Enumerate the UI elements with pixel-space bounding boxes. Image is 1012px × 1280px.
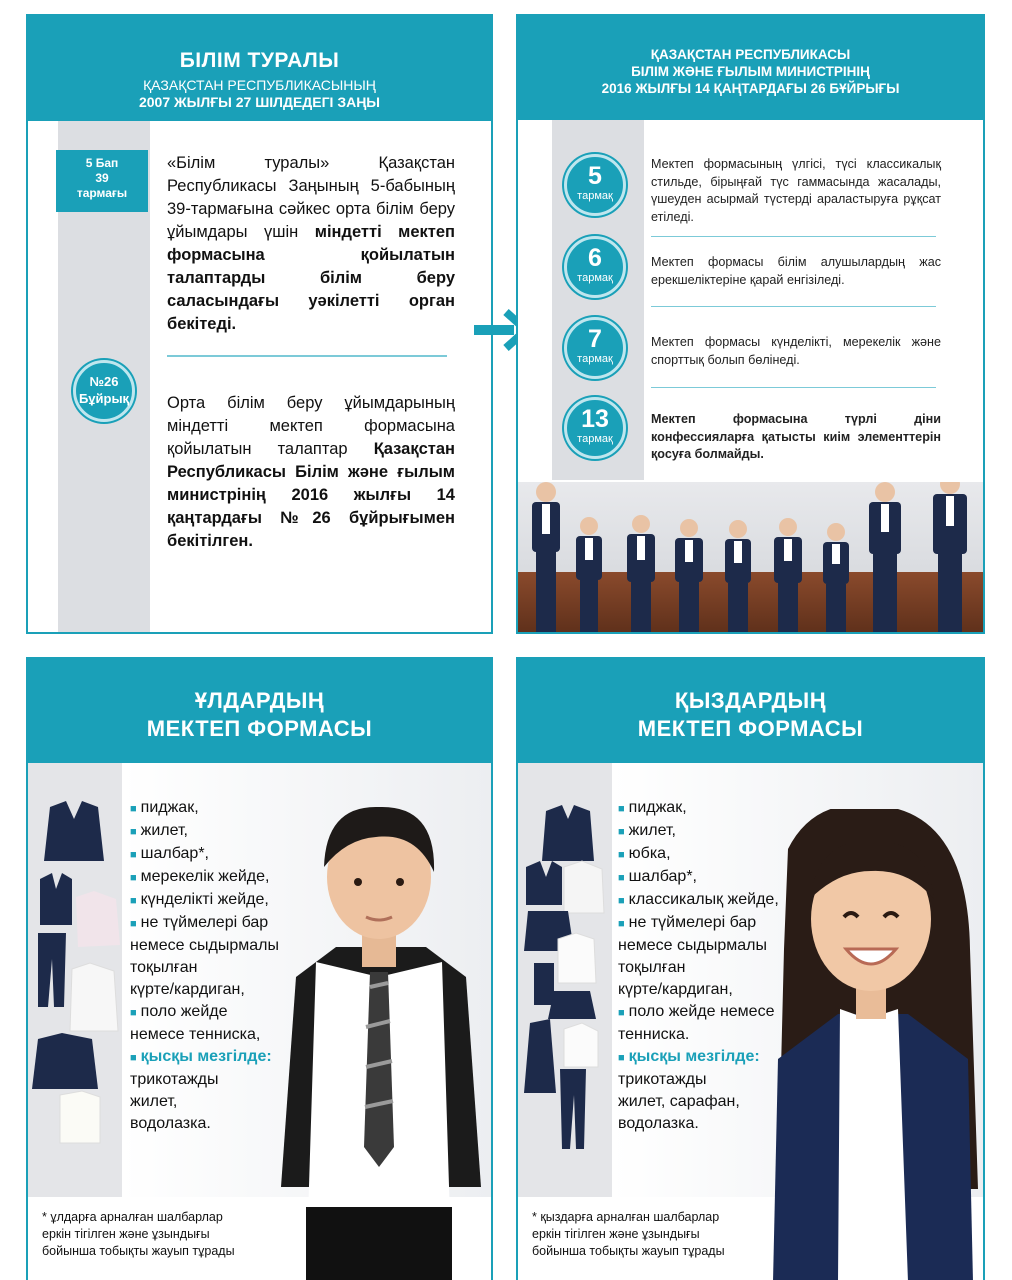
- boy-photo: [266, 787, 493, 1280]
- boys-footnote: [42, 1209, 235, 1260]
- list-item-text: трикотажды: [130, 1071, 219, 1088]
- clause-7-text: Мектеп формасы күнделікті, мерекелік және спорттық болып бөлінеді.: [651, 335, 941, 367]
- girl-photo: [758, 809, 985, 1280]
- clause-13-text: Мектеп формасына түрлі діни конфессияларға қатысты киім элементтерін қосуға болмайды.: [651, 412, 941, 461]
- footnote-line: бойынша тобықты жауып тұрады: [42, 1244, 235, 1258]
- list-item-text: шалбар*,: [140, 845, 209, 862]
- clause-13-badge: [564, 397, 626, 459]
- order-header: [518, 16, 983, 120]
- boys-title-1: ҰЛДАРДЫҢ: [194, 688, 325, 713]
- article-tag: [56, 150, 148, 212]
- winter-label: қысқы мезгілде:: [628, 1048, 760, 1065]
- law-paragraph-1: [167, 152, 455, 336]
- list-item-text: шалбар*,: [628, 868, 697, 885]
- list-item-text: юбка,: [628, 845, 671, 862]
- list-item-text: пиджак,: [140, 799, 199, 816]
- list-item: ■ поло жейде: [130, 1003, 228, 1020]
- order-badge: [73, 360, 135, 422]
- list-item-text: пиджак,: [628, 799, 687, 816]
- list-item-text: күрте/кардиган,: [618, 981, 733, 998]
- clause-separator: [651, 236, 936, 237]
- footnote-line: * қыздарға арналған шалбарлар: [532, 1210, 720, 1224]
- list-item-text: водолазка.: [130, 1115, 211, 1132]
- list-item: ■ классикалық жейде,: [618, 891, 779, 908]
- clause-number: 7: [588, 325, 602, 353]
- list-item: ■ қысқы мезгілде:: [130, 1048, 272, 1065]
- order-title-3: 2016 ЖЫЛҒЫ 14 ҚАҢТАРДАҒЫ 26 БҰЙРЫҒЫ: [601, 81, 900, 96]
- list-item: ■ қысқы мезгілде:: [618, 1048, 760, 1065]
- list-item-text: не түймелері бар: [140, 914, 269, 931]
- list-item-text: күнделікті жейде,: [140, 891, 269, 908]
- list-item: ■ шалбар*,: [618, 868, 697, 885]
- clause-number: 13: [581, 405, 609, 433]
- list-item-text: немесе тенниска,: [130, 1026, 261, 1043]
- footnote-line: * ұлдарға арналған шалбарлар: [42, 1210, 223, 1224]
- article-tag-line: 5 Бап: [85, 156, 119, 170]
- boys-header: [28, 659, 491, 763]
- clause-7-badge: [564, 317, 626, 379]
- list-item-text: тенниска.: [618, 1026, 690, 1043]
- list-item-text: водолазка.: [618, 1115, 699, 1132]
- list-item-text: тоқылған: [618, 959, 686, 976]
- law-panel: [26, 14, 493, 634]
- law-paragraph-2-bold: Қазақстан Республикасы Білім және ғылым министрінің 2016 жылғы 14 қаңтардағы №26 бұйрығымен бекітілген.: [167, 440, 455, 550]
- clause-separator: [651, 387, 936, 388]
- law-paragraph-1-bold: міндетті мектеп формасына қойылатын талаптарды білім беру саласындағы уәкілетті орган бекітеді.: [167, 223, 456, 333]
- law-paragraph-2: [167, 392, 455, 553]
- list-item-text: поло жейде: [140, 1003, 228, 1020]
- clause-5-text: Мектеп формасының үлгісі, түсі классикалық стильде, бірыңғай түс гаммасында жасалады, үшеуден асырмай түстерді араластыруға рұқсат етіледі.: [651, 157, 941, 224]
- boys-title-2: МЕКТЕП ФОРМАСЫ: [146, 716, 373, 741]
- law-paragraph-2-text: Орта білім беру ұйымдарының міндетті мектеп формасына қойылатын талаптар: [167, 394, 455, 458]
- clause-6-text: Мектеп формасы білім алушылардың жас ерекшеліктеріне қарай енгізіледі.: [651, 255, 941, 287]
- clause-label: тармақ: [577, 190, 613, 202]
- girls-title-2: МЕКТЕП ФОРМАСЫ: [637, 716, 864, 741]
- list-item-text: тоқылған: [130, 959, 198, 976]
- law-paragraph-1-text: «Білім туралы» Қазақстан Республикасы Заңының 5-бабының 39-тармағына сәйкес орта білім беру ұйымдары үшін: [167, 154, 455, 241]
- list-item: ■ мерекелік жейде,: [130, 868, 270, 885]
- boys-panel: [26, 657, 493, 1280]
- law-divider: [167, 355, 447, 357]
- clause-number: 5: [588, 162, 602, 190]
- list-item: ■ не түймелері бар: [618, 914, 757, 931]
- clause-label: тармақ: [577, 433, 613, 445]
- winter-label: қысқы мезгілде:: [140, 1048, 272, 1065]
- order-title-2: БІЛІМ ЖӘНЕ ҒЫЛЫМ МИНИСТРІНІҢ: [631, 64, 870, 79]
- list-item: ■ не түймелері бар: [130, 914, 269, 931]
- students-group-photo: [518, 482, 983, 634]
- clause-number: 6: [588, 244, 602, 272]
- list-item-text: жилет,: [130, 1093, 178, 1110]
- list-item-text: жилет, сарафан,: [618, 1093, 740, 1110]
- girls-panel: [516, 657, 985, 1280]
- law-subtitle-1: ҚАЗАҚСТАН РЕСПУБЛИКАСЫНЫҢ: [143, 77, 376, 93]
- law-subtitle-2: 2007 ЖЫЛҒЫ 27 ШІЛДЕДЕГІ ЗАҢЫ: [138, 94, 381, 110]
- footnote-line: еркін тігілген және ұзындығы: [42, 1227, 210, 1241]
- list-item-text: немесе сыдырмалы: [130, 937, 279, 954]
- list-item-text: поло жейде немесе: [628, 1003, 775, 1020]
- girls-title-1: ҚЫЗДАРДЫҢ: [674, 688, 827, 713]
- list-item: ■ жилет,: [130, 822, 188, 839]
- order-badge-line: №26: [89, 374, 119, 389]
- order-panel: [516, 14, 985, 634]
- clause-separator: [651, 306, 936, 307]
- article-tag-line: 39: [95, 171, 109, 185]
- list-item: ■ жилет,: [618, 822, 676, 839]
- list-item-text: жилет,: [140, 822, 188, 839]
- clause-5-badge: [564, 154, 626, 216]
- girls-footnote: [532, 1209, 725, 1260]
- list-item-text: не түймелері бар: [628, 914, 757, 931]
- law-title: БІЛІМ ТУРАЛЫ: [179, 49, 340, 72]
- list-item-text: жилет,: [628, 822, 676, 839]
- list-item-text: мерекелік жейде,: [140, 868, 270, 885]
- list-item-text: трикотажды: [618, 1071, 707, 1088]
- clause-label: тармақ: [577, 353, 613, 365]
- footnote-line: еркін тігілген және ұзындығы: [532, 1227, 700, 1241]
- clause-6-badge: [564, 236, 626, 298]
- list-item: ■ шалбар*,: [130, 845, 209, 862]
- girls-header: [518, 659, 983, 763]
- list-item-text: классикалық жейде,: [628, 891, 779, 908]
- list-item: ■ юбка,: [618, 845, 671, 862]
- list-item: ■ поло жейде немесе: [618, 1003, 775, 1020]
- law-header: [28, 16, 491, 121]
- list-item: ■ күнделікті жейде,: [130, 891, 269, 908]
- order-title-1: ҚАЗАҚСТАН РЕСПУБЛИКАСЫ: [650, 47, 851, 62]
- list-item-text: күрте/кардиган,: [130, 981, 245, 998]
- list-item-text: немесе сыдырмалы: [618, 937, 767, 954]
- girls-clothes-illustration: [524, 805, 612, 1155]
- boys-clothes-illustration: [32, 799, 122, 1149]
- article-tag-line: тармағы: [76, 186, 128, 200]
- order-badge-line: Бұйрық: [78, 391, 130, 406]
- list-item: ■ пиджак,: [618, 799, 687, 816]
- clause-label: тармақ: [577, 272, 613, 284]
- footnote-line: бойынша тобықты жауып тұрады: [532, 1244, 725, 1258]
- list-item: ■ пиджак,: [130, 799, 199, 816]
